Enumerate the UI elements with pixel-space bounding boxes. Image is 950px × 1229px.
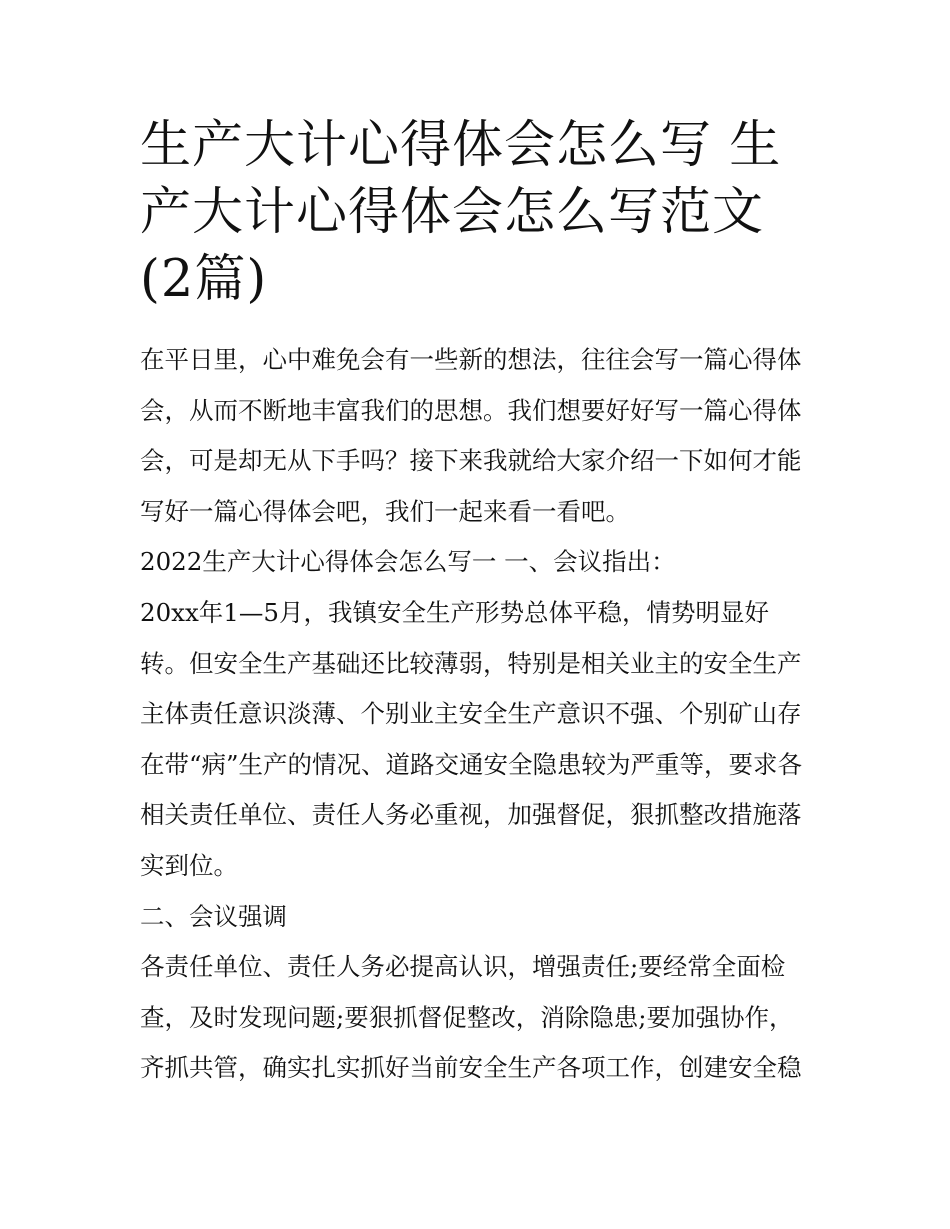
intro-paragraph: 在平日里，心中难免会有一些新的想法，往往会写一篇心得体会，从而不断地丰富我们的思想。我们想要好好写一篇心得体会，可是却无从下手吗？接下来我就给大家介绍一下如何才能写好一篇心得体会吧，我们一起来看一看吧。 [140, 345, 802, 526]
document-title: 生产大计心得体会怎么写 生产大计心得体会怎么写范文(2篇) [140, 116, 782, 309]
document-text [140, 335, 812, 1094]
responsibility-paragraph: 各责任单位、责任人务必提高认识，增强责任;要经常全面检查，及时发现问题;要狠抓督促整改，消除隐患;要加强协作，齐抓共管，确实扎实抓好当前安全生产各项工作，创建安全稳 [140, 952, 802, 1083]
document-body [140, 112, 812, 1094]
section-heading-meeting-points: 2022生产大计心得体会怎么写一 一、会议指出： [140, 547, 676, 577]
safety-situation-paragraph: 20xx年1—5月，我镇安全生产形势总体平稳，情势明显好转。但安全生产基础还比较薄弱，特别是相关业主的安全生产主体责任意识淡薄、个别业主安全生产意识不强、个别矿山存在带“病”生产的情况、道路交通安全隐患较为严重等，要求各相关责任单位、责任人务必重视，加强督促，狠抓整改措施落实到位。 [140, 597, 803, 880]
section-heading-meeting-emphasis: 二、会议强调 [140, 901, 287, 931]
